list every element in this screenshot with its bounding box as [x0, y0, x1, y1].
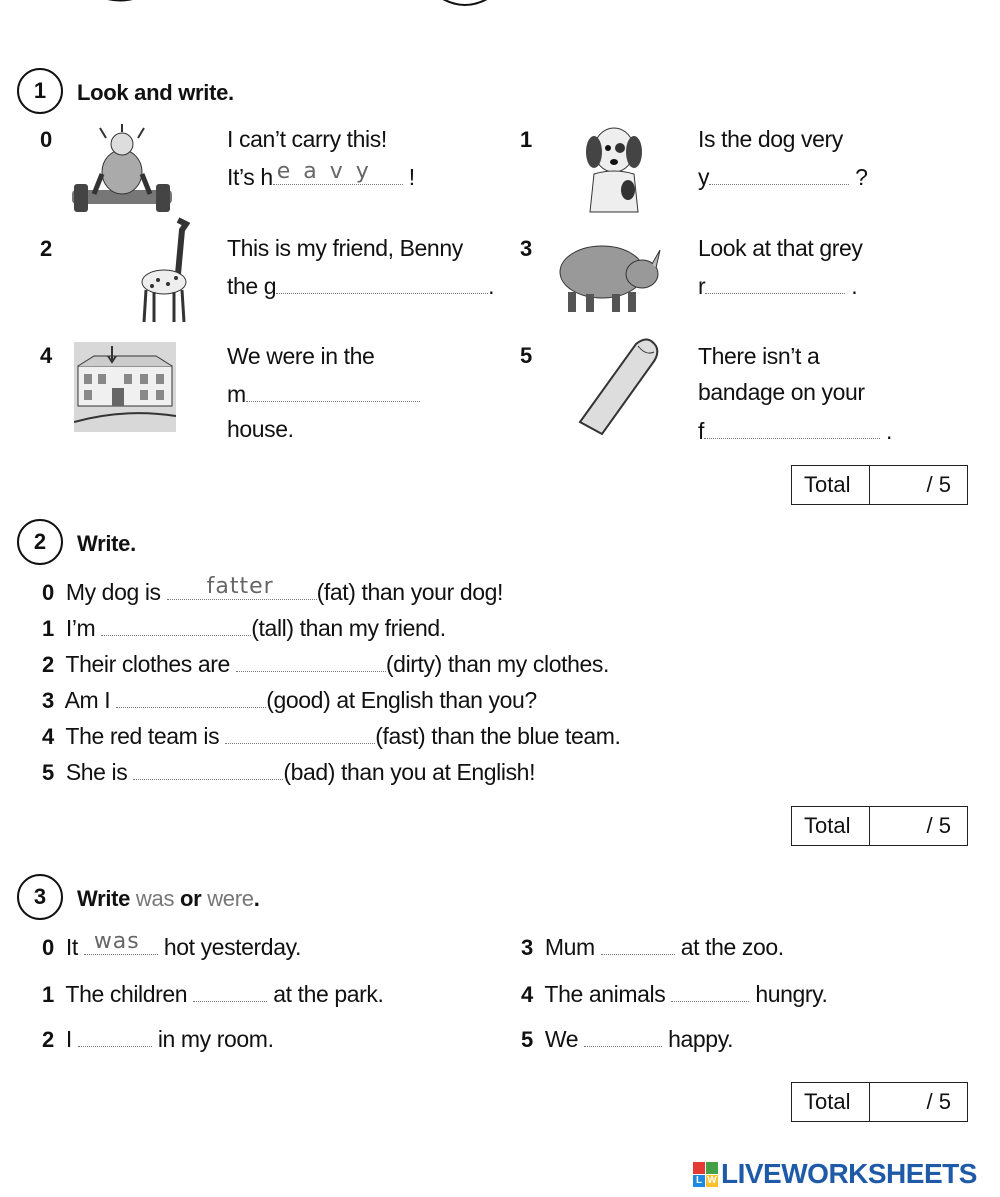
s1-item-suffix: . [886, 418, 892, 444]
s2-item [42, 721, 621, 750]
s2-item [42, 685, 537, 714]
s3-item-num: 3 [521, 935, 533, 960]
s1-answer-field[interactable] [709, 162, 849, 185]
s3-answer-field[interactable] [671, 979, 749, 1002]
s1-answer-field[interactable] [705, 271, 845, 294]
s3-item-num: 2 [42, 1027, 54, 1052]
section-1-number: 1 [17, 68, 63, 114]
s2-item-after: (fat) than your dog! [316, 579, 503, 605]
s1-item-line1: There isn’t a [698, 343, 820, 369]
total-label: Total [792, 466, 870, 504]
s2-item-num: 1 [42, 616, 54, 641]
logo-letter: W [707, 1175, 717, 1186]
s1-answer-field[interactable] [276, 271, 488, 294]
section-3-title [77, 886, 260, 912]
s3-item [521, 979, 828, 1008]
s3-item-after: hot yesterday. [163, 934, 301, 960]
section-1-title: Look and write. [77, 80, 234, 105]
s3-item [42, 979, 383, 1008]
section-3-number: 3 [17, 874, 63, 920]
s2-item-before: Their clothes are [65, 651, 230, 677]
s1-item-prefix: It’s h [227, 164, 273, 190]
s3-answer-field[interactable] [84, 929, 158, 955]
s2-answer-text: fatter [206, 574, 274, 599]
s1-item-prefix: r [698, 273, 706, 299]
weightlifter-image [72, 124, 172, 216]
s2-answer-field[interactable] [236, 649, 386, 672]
section-3-total-box [791, 1082, 968, 1122]
s1-item-line2 [698, 162, 868, 191]
total-score: / 5 [926, 813, 951, 838]
s2-item-num: 5 [42, 760, 54, 785]
s3-item-num: 4 [521, 982, 533, 1007]
cropped-decoration [90, 0, 150, 6]
total-score: / 5 [926, 1089, 951, 1114]
s2-item-num: 2 [42, 652, 54, 677]
s1-item-num: 0 [40, 127, 53, 152]
finger-image [576, 336, 662, 436]
s3-item-before: We [544, 1026, 579, 1052]
s3-item-after: happy. [668, 1026, 734, 1052]
dog-image [578, 124, 648, 216]
s2-item [42, 649, 609, 678]
title-or: or [179, 886, 202, 911]
cropped-circle [425, 0, 505, 14]
s3-item-before: It [65, 934, 78, 960]
s3-item-after: hungry. [755, 981, 828, 1007]
logo-grid-icon [693, 1162, 718, 1187]
s2-answer-field[interactable] [133, 757, 283, 780]
total-score: / 5 [926, 472, 951, 497]
s1-item-line2 [227, 159, 415, 191]
s1-item-num: 2 [40, 236, 53, 261]
title-end: . [253, 886, 260, 911]
s1-item-line1: This is my friend, Benny [227, 235, 463, 261]
s3-item-num: 5 [521, 1027, 533, 1052]
s2-item-before: Am I [64, 687, 111, 713]
s1-item-line2 [227, 379, 420, 408]
s3-item [521, 932, 784, 961]
s1-answer-field[interactable] [704, 416, 880, 439]
s2-item-after: (tall) than my friend. [251, 615, 446, 641]
giraffe-image [138, 214, 198, 326]
title-was: was [135, 886, 175, 911]
s2-item-after: (bad) than you at English! [283, 759, 536, 785]
section-1-total-box [791, 465, 968, 505]
s1-item-line1: I can’t carry this! [227, 126, 387, 152]
s1-item-num: 4 [40, 343, 53, 368]
liveworksheets-logo[interactable] [693, 1158, 977, 1190]
total-label: Total [792, 807, 870, 845]
s1-item-line3: house. [227, 416, 294, 442]
s1-answer-field[interactable] [246, 379, 420, 402]
logo-letter: L [693, 1175, 705, 1187]
s3-answer-field[interactable] [584, 1024, 662, 1047]
s2-item-num: 0 [42, 580, 54, 605]
s3-item-before: The children [65, 981, 188, 1007]
s2-item-before: The red team is [65, 723, 220, 749]
s1-item-suffix: . [851, 273, 858, 299]
s2-item-num: 4 [42, 724, 54, 749]
s1-item-suffix: . [488, 273, 495, 299]
s2-item-before: My dog is [65, 579, 161, 605]
s3-answer-field[interactable] [78, 1024, 152, 1047]
s1-item-line1: Is the dog very [698, 126, 843, 152]
s2-item-before: She is [65, 759, 128, 785]
s3-item-after: in my room. [157, 1026, 274, 1052]
s1-item-num: 1 [520, 127, 533, 152]
s1-item-num: 3 [520, 236, 533, 261]
museum-image [74, 342, 176, 432]
s3-item [521, 1024, 733, 1053]
s3-item [42, 929, 301, 961]
s3-item [42, 1024, 274, 1053]
s2-answer-field[interactable] [225, 721, 375, 744]
logo-text: LIVEWORKSHEETS [721, 1158, 977, 1189]
s1-item-line2 [227, 271, 494, 300]
s2-item [42, 757, 535, 786]
total-label: Total [792, 1083, 870, 1121]
section-2-title: Write. [77, 531, 136, 556]
s1-item-prefix: m [227, 381, 246, 407]
s1-item-suffix: ? [855, 164, 868, 190]
s1-answer-text: e a v y [276, 159, 372, 184]
s2-item-num: 3 [42, 688, 54, 713]
s1-item-line1: Look at that grey [698, 235, 863, 261]
s1-item-prefix: y [698, 164, 710, 190]
s3-item-num: 1 [42, 982, 54, 1007]
s2-answer-field[interactable] [167, 574, 317, 600]
s1-item-prefix: f [698, 418, 704, 444]
s3-item-after: at the zoo. [680, 934, 784, 960]
s3-item-before: The animals [544, 981, 666, 1007]
s3-answer-text: was [93, 929, 140, 954]
s2-item-after: (dirty) than my clothes. [385, 651, 609, 677]
s3-item-num: 0 [42, 935, 54, 960]
s1-answer-field[interactable] [273, 159, 403, 185]
s2-item [42, 613, 446, 642]
s1-item-prefix: the g [227, 273, 277, 299]
s3-item-before: Mum [544, 934, 595, 960]
section-2-number: 2 [17, 519, 63, 565]
s2-item-before: I’m [65, 615, 96, 641]
section-2-total-box [791, 806, 968, 846]
s1-item-line2: bandage on your [698, 379, 865, 405]
s1-item-suffix: ! [408, 164, 415, 190]
s3-item-after: at the park. [273, 981, 384, 1007]
s2-answer-field[interactable] [116, 685, 266, 708]
s3-answer-field[interactable] [601, 932, 675, 955]
s2-item [42, 574, 503, 606]
s2-item-after: (fast) than the blue team. [375, 723, 621, 749]
s3-item-before: I [65, 1026, 72, 1052]
title-were: were [207, 886, 254, 911]
s1-item-line2 [698, 271, 857, 300]
s2-item-after: (good) at English than you? [266, 687, 537, 713]
s3-answer-field[interactable] [193, 979, 267, 1002]
s1-item-line1: We were in the [227, 343, 375, 369]
s2-answer-field[interactable] [101, 613, 251, 636]
title-write: Write [77, 886, 131, 911]
s1-item-num: 5 [520, 343, 533, 368]
rhino-image [556, 234, 664, 316]
s1-item-line3 [698, 416, 892, 445]
